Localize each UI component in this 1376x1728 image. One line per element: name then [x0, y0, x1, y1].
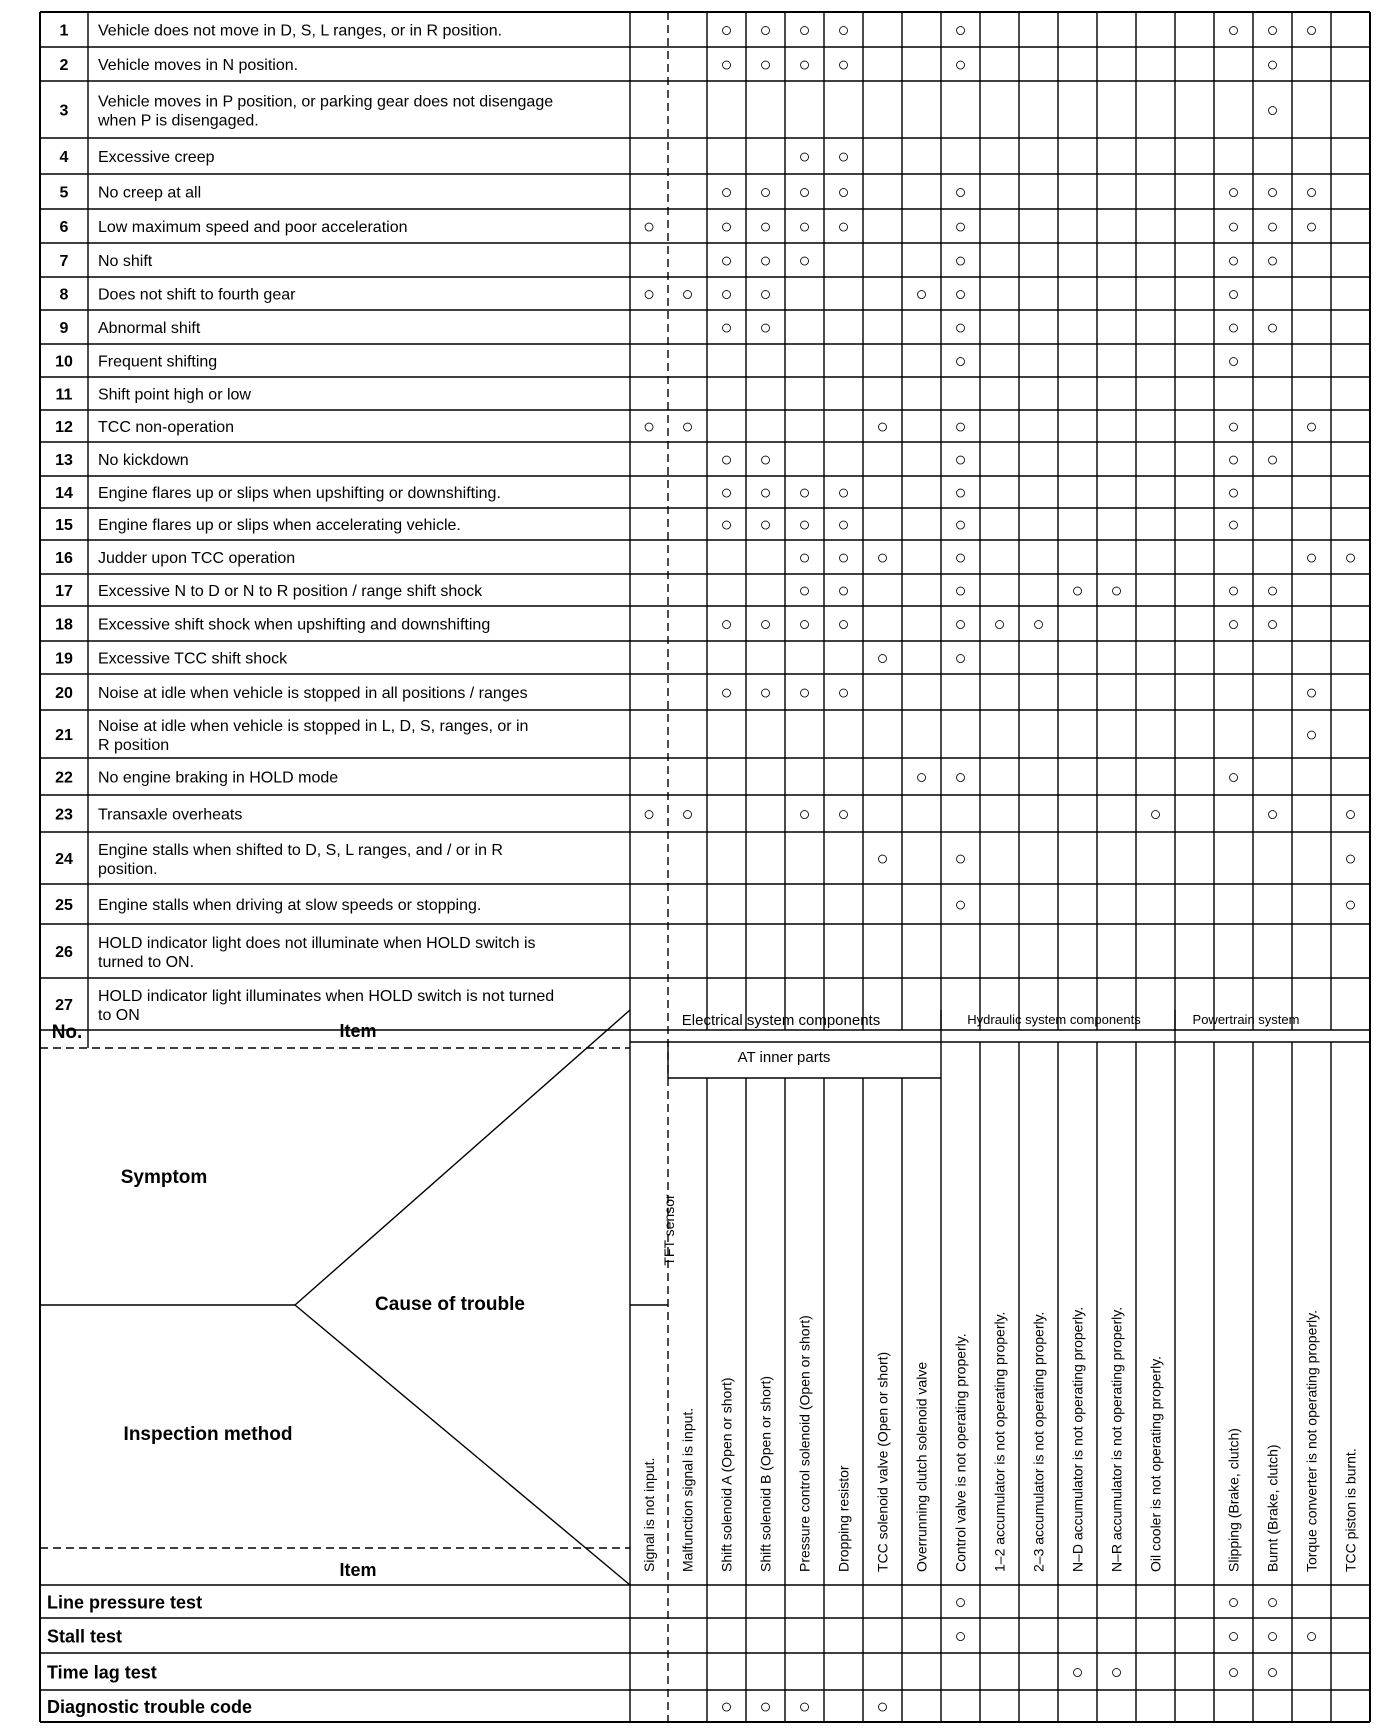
- check-mark: ○: [720, 613, 733, 636]
- check-mark: ○: [954, 514, 967, 536]
- item-lower-label: Item: [339, 1560, 377, 1580]
- check-mark: ○: [759, 54, 772, 76]
- check-mark: ○: [1266, 1625, 1279, 1648]
- symptom-text: when P is disengaged.: [98, 112, 259, 130]
- check-mark: ○: [1227, 1591, 1240, 1614]
- check-mark: ○: [954, 894, 967, 916]
- check-mark: ○: [681, 416, 694, 438]
- symptom-row: [55, 988, 554, 1024]
- symptom-text: Vehicle does not move in D, S, L ranges, or in R position.: [98, 22, 503, 40]
- symptom-text: HOLD indicator light illuminates when HOLD switch is not turned: [98, 988, 555, 1005]
- check-mark: ○: [954, 250, 967, 272]
- check-mark: ○: [1266, 181, 1279, 204]
- symptom-number: 3: [59, 102, 69, 120]
- check-mark: ○: [954, 416, 967, 438]
- check-mark: ○: [876, 848, 889, 870]
- symptom-number: 22: [55, 769, 73, 787]
- cause-column-label: TCC piston is burnt.: [1342, 1448, 1359, 1572]
- check-mark: ○: [837, 613, 850, 636]
- check-mark: ○: [798, 580, 811, 602]
- symptom-row: [60, 284, 1240, 306]
- symptom-row: [55, 449, 1278, 471]
- check-mark: ○: [759, 1696, 772, 1718]
- symptom-text: Low maximum speed and poor acceleration: [98, 219, 408, 236]
- check-mark: ○: [1266, 19, 1279, 42]
- symptom-row: [55, 804, 1356, 826]
- symptom-number: 10: [55, 353, 73, 371]
- symptom-text: Engine flares up or slips when upshifting or downshifting.: [98, 485, 501, 502]
- check-mark: ○: [1266, 1591, 1279, 1614]
- symptom-text: Noise at idle when vehicle is stopped in L, D, S, ranges, or in: [98, 718, 529, 735]
- check-mark: ○: [954, 216, 967, 238]
- symptom-text: Judder upon TCC operation: [98, 550, 296, 567]
- symptom-number: 4: [59, 149, 69, 166]
- symptom-row: [55, 547, 1356, 569]
- check-mark: ○: [1305, 547, 1318, 569]
- check-mark: ○: [1266, 449, 1279, 471]
- cause-column-label: Overrunning clutch solenoid valve: [913, 1361, 930, 1572]
- cause-column-label: Burnt (Brake, clutch): [1264, 1444, 1281, 1572]
- check-mark: ○: [954, 647, 967, 670]
- symptom-number: 13: [55, 452, 73, 469]
- symptom-number: 5: [59, 184, 69, 202]
- symptom-row: [55, 482, 1239, 504]
- symptom-text: HOLD indicator light does not illuminate when HOLD switch is: [98, 935, 536, 952]
- symptom-text: Transaxle overheats: [98, 806, 243, 824]
- cause-column-label: Pressure control solenoid (Open or short): [796, 1315, 813, 1572]
- check-mark: ○: [759, 250, 772, 272]
- check-mark: ○: [720, 54, 733, 76]
- symptom-text: Shift point high or low: [98, 386, 251, 404]
- check-mark: ○: [954, 283, 967, 306]
- symptom-text: Engine flares up or slips when accelerating vehicle.: [98, 517, 461, 534]
- check-mark: ○: [837, 547, 850, 569]
- check-mark: ○: [1266, 54, 1279, 76]
- symptom-text: Excessive N to D or N to R position / range shift shock: [98, 583, 483, 600]
- inspection-row: [47, 1592, 1279, 1614]
- symptom-number: 8: [59, 286, 69, 304]
- symptom-text: R position: [98, 737, 170, 754]
- cause-column-label: Torque converter is not operating properly.: [1303, 1310, 1320, 1572]
- symptom-number: 26: [55, 944, 73, 961]
- symptom-text: No kickdown: [98, 452, 189, 469]
- cause-diagonal-upper: [295, 1010, 630, 1305]
- check-mark: ○: [798, 146, 811, 168]
- symptom-number: 6: [59, 219, 69, 236]
- check-mark: ○: [837, 146, 850, 168]
- cause-column-label: Slipping (Brake, clutch): [1225, 1428, 1242, 1572]
- check-mark: ○: [642, 803, 656, 826]
- symptom-row: [55, 894, 1356, 916]
- check-mark: ○: [1227, 1625, 1240, 1648]
- symptom-number: 19: [55, 650, 73, 668]
- check-mark: ○: [1227, 181, 1240, 204]
- no-header-label: No.: [51, 1022, 83, 1043]
- symptom-text: to ON: [98, 1007, 140, 1024]
- check-mark: ○: [642, 216, 656, 238]
- check-mark: ○: [798, 514, 811, 536]
- symptom-number: 14: [55, 485, 73, 502]
- symptom-number: 17: [55, 583, 73, 600]
- check-mark: ○: [798, 1696, 811, 1718]
- cause-column-label: 1–2 accumulator is not operating properly.: [991, 1311, 1008, 1572]
- symptom-row: [55, 842, 1356, 878]
- check-mark: ○: [1227, 580, 1240, 602]
- group-electrical-label: Electrical system components: [681, 1012, 881, 1029]
- check-mark: ○: [1227, 283, 1240, 306]
- symptom-number: 24: [55, 851, 73, 868]
- check-mark: ○: [954, 1591, 967, 1614]
- check-mark: ○: [1110, 1661, 1123, 1684]
- symptom-number: 7: [59, 253, 69, 270]
- symptom-text: No engine braking in HOLD mode: [98, 769, 339, 787]
- check-mark: ○: [1227, 19, 1240, 42]
- check-mark: ○: [1227, 613, 1240, 636]
- cause-column-label: Oil cooler is not operating properly.: [1147, 1355, 1164, 1572]
- inspection-row: [47, 1626, 1318, 1648]
- symptom-text: No creep at all: [98, 184, 202, 202]
- symptom-row: [60, 317, 1279, 339]
- check-mark: ○: [642, 283, 656, 306]
- check-mark: ○: [1266, 803, 1279, 826]
- check-mark: ○: [759, 613, 772, 636]
- check-mark: ○: [954, 580, 967, 602]
- check-mark: ○: [798, 181, 811, 204]
- check-mark: ○: [1266, 99, 1279, 122]
- symptom-number: 9: [59, 320, 69, 337]
- check-mark: ○: [954, 547, 967, 569]
- cause-column-label: N–D accumulator is not operating properly.: [1069, 1306, 1086, 1572]
- check-mark: ○: [1266, 1661, 1279, 1684]
- table-grid: [40, 12, 1370, 1722]
- check-mark: ○: [1149, 803, 1162, 826]
- check-mark: ○: [720, 1696, 733, 1718]
- check-mark: ○: [837, 482, 850, 504]
- check-mark: ○: [642, 416, 656, 438]
- symptom-text: turned to ON.: [98, 954, 195, 971]
- check-mark: ○: [681, 283, 694, 306]
- symptom-row: [60, 54, 1279, 76]
- inspection-method-label: Diagnostic trouble code: [47, 1697, 253, 1717]
- symptom-number: 11: [55, 386, 73, 404]
- check-mark: ○: [759, 283, 772, 306]
- symptom-number: 1: [59, 22, 69, 40]
- symptom-text: Excessive shift shock when upshifting and downshifting: [98, 616, 491, 634]
- symptom-label: Symptom: [120, 1167, 208, 1188]
- symptom-row: [55, 648, 966, 670]
- check-mark: ○: [1227, 317, 1240, 339]
- check-mark: ○: [876, 647, 889, 670]
- check-mark: ○: [720, 250, 733, 272]
- check-mark: ○: [681, 803, 694, 826]
- check-mark: ○: [1305, 19, 1318, 42]
- check-mark: ○: [1071, 1661, 1084, 1684]
- inspection-method-label: Inspection method: [123, 1424, 293, 1445]
- check-mark: ○: [1227, 766, 1240, 789]
- symptom-text: Engine stalls when driving at slow speeds or stopping.: [98, 897, 482, 914]
- symptom-row: [60, 250, 1279, 272]
- check-mark: ○: [1227, 482, 1240, 504]
- symptom-text: Abnormal shift: [98, 320, 201, 337]
- check-mark: ○: [759, 181, 772, 204]
- symptom-row: [55, 718, 1317, 754]
- check-mark: ○: [1071, 580, 1084, 602]
- symptom-text: TCC non-operation: [98, 419, 235, 436]
- check-mark: ○: [720, 449, 733, 471]
- symptom-row: [55, 682, 1317, 704]
- check-mark: ○: [1227, 216, 1240, 238]
- check-mark: ○: [798, 19, 811, 42]
- check-mark: ○: [954, 19, 967, 42]
- check-mark: ○: [837, 514, 850, 536]
- check-mark: ○: [954, 449, 967, 471]
- inspection-method-label: Time lag test: [47, 1662, 157, 1683]
- item-header-label: Item: [339, 1021, 377, 1041]
- symptom-row: [60, 94, 1279, 130]
- check-mark: ○: [759, 216, 772, 238]
- symptom-number: 25: [55, 897, 73, 914]
- check-mark: ○: [1227, 449, 1240, 471]
- check-mark: ○: [1305, 1625, 1318, 1648]
- check-mark: ○: [954, 54, 967, 76]
- symptom-text: Vehicle moves in P position, or parking gear does not disengage: [98, 93, 554, 111]
- symptom-text: Vehicle moves in N position.: [98, 57, 299, 74]
- symptom-rows: [55, 20, 1356, 1025]
- check-mark: ○: [1266, 580, 1279, 602]
- symptom-number: 12: [55, 419, 73, 436]
- symptom-text: position.: [98, 861, 158, 878]
- inspection-method-label: Stall test: [47, 1626, 123, 1647]
- check-mark: ○: [720, 482, 733, 504]
- check-mark: ○: [759, 482, 772, 504]
- symptom-row: [56, 387, 252, 404]
- check-mark: ○: [1227, 250, 1240, 272]
- check-mark: ○: [1110, 580, 1123, 602]
- group-powertrain-label: Powertrain system: [1192, 1012, 1300, 1027]
- inspection-row: [47, 1662, 1279, 1684]
- check-mark: ○: [720, 216, 733, 238]
- check-mark: ○: [876, 1696, 889, 1718]
- check-mark: ○: [954, 766, 967, 789]
- check-mark: ○: [1032, 613, 1045, 636]
- cause-column-label: Shift solenoid A (Open or short): [718, 1377, 735, 1572]
- check-mark: ○: [1305, 416, 1318, 438]
- inspection-rows: [47, 1592, 1318, 1719]
- check-mark: ○: [837, 19, 850, 42]
- check-mark: ○: [954, 1625, 967, 1648]
- check-mark: ○: [837, 216, 850, 238]
- check-mark: ○: [837, 54, 850, 76]
- check-mark: ○: [954, 482, 967, 504]
- check-mark: ○: [1266, 250, 1279, 272]
- check-mark: ○: [876, 416, 889, 438]
- check-mark: ○: [915, 766, 928, 789]
- check-mark: ○: [1344, 547, 1357, 569]
- symptom-text: Excessive creep: [98, 149, 215, 166]
- symptom-text: No shift: [98, 253, 153, 270]
- inspection-row: [47, 1696, 889, 1718]
- symptom-row: [60, 182, 1318, 204]
- check-mark: ○: [876, 547, 889, 569]
- check-mark: ○: [1227, 350, 1240, 373]
- inspection-method-label: Line pressure test: [47, 1592, 203, 1613]
- check-mark: ○: [1227, 1661, 1240, 1684]
- check-mark: ○: [954, 317, 967, 339]
- symptom-number: 16: [55, 550, 73, 567]
- check-mark: ○: [954, 848, 967, 870]
- symptom-text: Frequent shifting: [98, 353, 218, 371]
- cause-column-label: Shift solenoid B (Open or short): [757, 1375, 774, 1572]
- check-mark: ○: [837, 803, 850, 826]
- check-mark: ○: [837, 580, 850, 602]
- check-mark: ○: [759, 317, 772, 339]
- cause-of-trouble-label: Cause of trouble: [375, 1294, 525, 1315]
- check-mark: ○: [798, 803, 811, 826]
- check-mark: ○: [1344, 848, 1357, 870]
- check-mark: ○: [798, 547, 811, 569]
- check-mark: ○: [798, 250, 811, 272]
- symptom-row: [55, 514, 1239, 536]
- symptom-text: Does not shift to fourth gear: [98, 286, 296, 304]
- symptom-row: [55, 767, 1239, 789]
- cause-column-label: TCC solenoid valve (Open or short): [874, 1351, 891, 1572]
- symptom-text: Engine stalls when shifted to D, S, L ranges, and / or in R: [98, 842, 503, 859]
- check-mark: ○: [720, 682, 733, 704]
- check-mark: ○: [720, 181, 733, 204]
- cause-column-label: Signal is not input.: [641, 1457, 657, 1572]
- symptom-number: 20: [55, 685, 73, 702]
- check-mark: ○: [1227, 416, 1240, 438]
- check-mark: ○: [1344, 894, 1357, 916]
- check-mark: ○: [720, 19, 733, 42]
- check-mark: ○: [837, 682, 850, 704]
- symptom-row: [55, 416, 1317, 438]
- symptom-row: [60, 20, 1318, 42]
- symptom-number: 23: [55, 806, 73, 824]
- cause-column-label: Dropping resistor: [835, 1465, 852, 1572]
- symptom-text: Noise at idle when vehicle is stopped in all positions / ranges: [98, 685, 528, 702]
- symptom-row: [55, 614, 1278, 636]
- symptom-row: [60, 146, 850, 168]
- symptom-number: 15: [55, 517, 73, 534]
- check-mark: ○: [954, 181, 967, 204]
- check-mark: ○: [1266, 613, 1279, 636]
- symptom-row: [55, 351, 1239, 373]
- cause-column-label: Malfunction signal is input.: [679, 1407, 696, 1572]
- check-mark: ○: [720, 283, 733, 306]
- symptom-row: [55, 935, 535, 971]
- symptom-number: 2: [59, 57, 69, 74]
- check-mark: ○: [759, 19, 772, 42]
- check-mark: ○: [954, 350, 967, 373]
- symptom-row: [55, 580, 1278, 602]
- check-mark: ○: [915, 283, 928, 306]
- tft-sensor-label: TFT sensor: [661, 1194, 677, 1266]
- check-mark: ○: [798, 482, 811, 504]
- symptom-number: 21: [55, 727, 73, 744]
- check-mark: ○: [720, 317, 733, 339]
- check-mark: ○: [1227, 514, 1240, 536]
- group-at-inner-label: AT inner parts: [737, 1049, 831, 1066]
- check-mark: ○: [1305, 682, 1318, 704]
- check-mark: ○: [1266, 317, 1279, 339]
- check-mark: ○: [798, 54, 811, 76]
- cause-diagonal-lower: [295, 1305, 630, 1585]
- check-mark: ○: [759, 682, 772, 704]
- check-mark: ○: [759, 449, 772, 471]
- cause-columns: [641, 1307, 1359, 1572]
- check-mark: ○: [837, 181, 850, 204]
- check-mark: ○: [720, 514, 733, 536]
- check-mark: ○: [1266, 216, 1279, 238]
- check-mark: ○: [798, 613, 811, 636]
- symptom-text: Excessive TCC shift shock: [98, 650, 288, 668]
- symptom-number: 27: [55, 997, 73, 1014]
- check-mark: ○: [1305, 724, 1318, 746]
- check-mark: ○: [798, 216, 811, 238]
- check-mark: ○: [1344, 803, 1357, 826]
- check-mark: ○: [759, 514, 772, 536]
- check-mark: ○: [993, 613, 1006, 636]
- check-mark: ○: [1305, 181, 1318, 204]
- cause-column-label: N–R accumulator is not operating properly.: [1108, 1306, 1125, 1572]
- check-mark: ○: [1305, 216, 1318, 238]
- group-hydraulic-label: Hydraulic system components: [967, 1012, 1141, 1027]
- check-mark: ○: [954, 613, 967, 636]
- symptom-row: [60, 216, 1318, 238]
- symptom-number: 18: [55, 616, 73, 634]
- check-mark: ○: [798, 682, 811, 704]
- cause-column-label: 2–3 accumulator is not operating properly.: [1030, 1311, 1047, 1572]
- cause-column-label: Control valve is not operating properly.: [952, 1333, 969, 1572]
